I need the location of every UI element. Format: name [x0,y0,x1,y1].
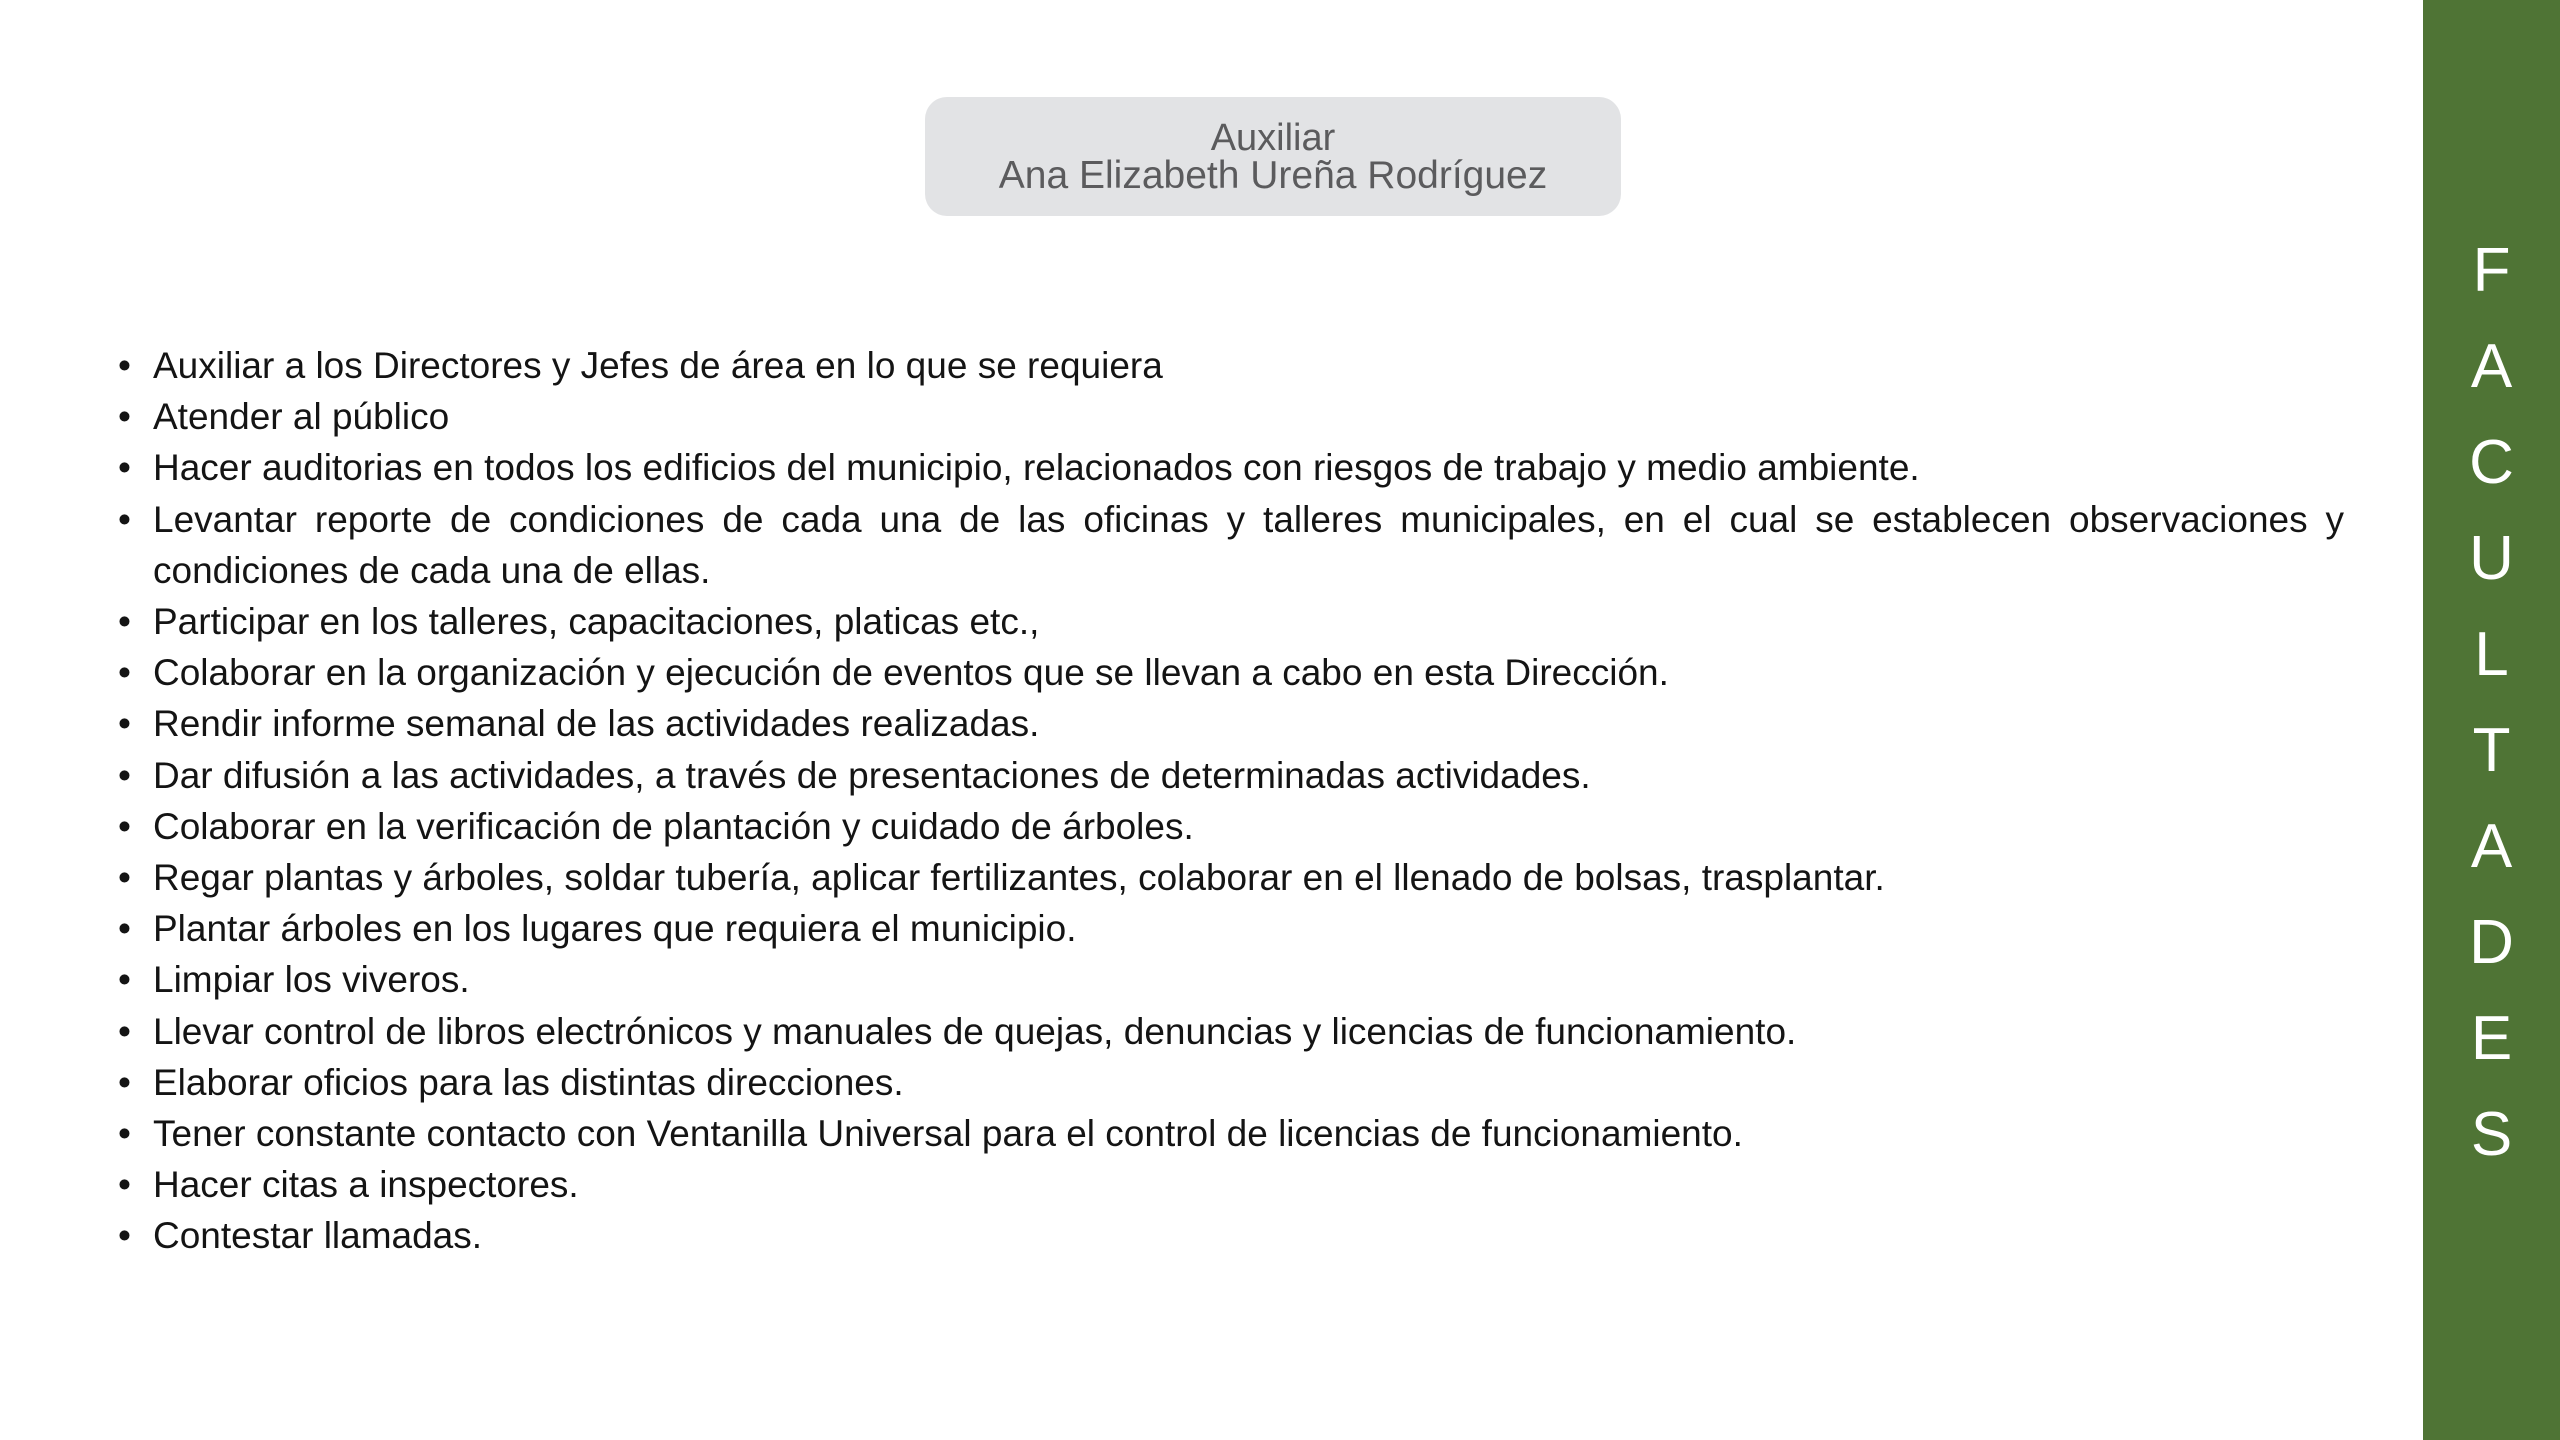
duty-item [118,596,2344,647]
bullet-icon: • [118,345,131,386]
bullet-icon: • [118,447,131,489]
bullet-icon: • [118,1164,131,1206]
duty-text: Contestar llamadas. [153,1215,483,1257]
duty-text: Atender al público [153,396,450,438]
duties-list [118,340,2344,1262]
duty-item [118,1057,2344,1108]
bullet-icon: • [118,498,131,540]
side-label-letter: A [2470,332,2513,401]
duty-text: Plantar árboles en los lugares que requiera el municipio. [153,908,1077,950]
duty-item [118,391,2344,442]
employee-name: Ana Elizabeth Ureña Rodríguez [998,153,1548,197]
duty-text: Llevar control de libros electrónicos y manuales de quejas, denuncias y licencias de funcionamiento. [153,1010,1797,1052]
duty-text: Tener constante contacto con Ventanilla Universal para el control de licencias de funcionamiento. [153,1113,1743,1155]
duty-text: Rendir informe semanal de las actividades realizadas. [153,703,1040,745]
duty-item [118,954,2344,1005]
duty-text: Levantar reporte de condiciones de cada una de las oficinas y talleres municipales, en el cual se establecen observaciones y condiciones de cada una de ellas. [153,498,2344,591]
duty-item [118,852,2344,903]
bullet-icon: • [118,396,131,438]
duty-text: Colaborar en la organización y ejecución de eventos que se llevan a cabo en esta Dirección. [153,652,1669,694]
bullet-icon: • [118,754,131,796]
bullet-icon: • [118,908,131,950]
bullet-icon: • [118,1215,131,1257]
duty-item [118,903,2344,954]
side-label-letter: S [2470,1100,2513,1169]
bullet-icon: • [118,1010,131,1052]
side-label-letter: U [2469,524,2514,593]
duty-text: Limpiar los viveros. [153,959,470,1001]
duty-item [118,647,2344,698]
duty-text: Dar difusión a las actividades, a través de presentaciones de determinadas actividades. [153,754,1591,796]
side-label-letter: C [2469,428,2514,497]
duty-text: Regar plantas y árboles, soldar tubería, aplicar fertilizantes, colaborar en el llenado de bolsas, trasplantar. [153,857,1885,899]
duty-item [118,340,2344,391]
bullet-icon: • [118,805,131,847]
duty-item [118,801,2344,852]
position-role: Auxiliar [1210,116,1336,159]
bullet-icon: • [118,1113,131,1155]
duty-item [118,1006,2344,1057]
duty-text: Auxiliar a los Directores y Jefes de área en lo que se requiera [153,345,1163,386]
duty-text: Hacer citas a inspectores. [153,1164,579,1206]
duty-item [118,1210,2344,1261]
side-label-letter: F [2472,236,2511,305]
bullet-icon: • [118,857,131,899]
duty-item [118,442,2344,493]
side-label-letter: L [2474,620,2509,689]
duty-text: Participar en los talleres, capacitaciones, platicas etc., [153,601,1040,643]
side-label-letter: D [2469,908,2514,977]
facultades-side-bar [2423,0,2560,1440]
duty-item [118,1159,2344,1210]
side-label-letter: A [2470,812,2513,881]
bullet-icon: • [118,703,131,745]
position-title-box [925,97,1621,216]
duty-text: Elaborar oficios para las distintas direcciones. [153,1061,904,1103]
duty-item [118,750,2344,801]
duty-item [118,1108,2344,1159]
bullet-icon: • [118,601,131,643]
bullet-icon: • [118,1061,131,1103]
side-label-letter: T [2472,716,2511,785]
bullet-icon: • [118,959,131,1001]
facultades-vertical-label [2423,223,2560,1183]
duty-item [118,698,2344,749]
side-label-letter: E [2470,1004,2513,1073]
duty-text: Colaborar en la verificación de plantación y cuidado de árboles. [153,805,1194,847]
duty-text: Hacer auditorias en todos los edificios del municipio, relacionados con riesgos de trabajo y medio ambiente. [153,447,1920,489]
bullet-icon: • [118,652,131,694]
duty-item [118,494,2344,596]
